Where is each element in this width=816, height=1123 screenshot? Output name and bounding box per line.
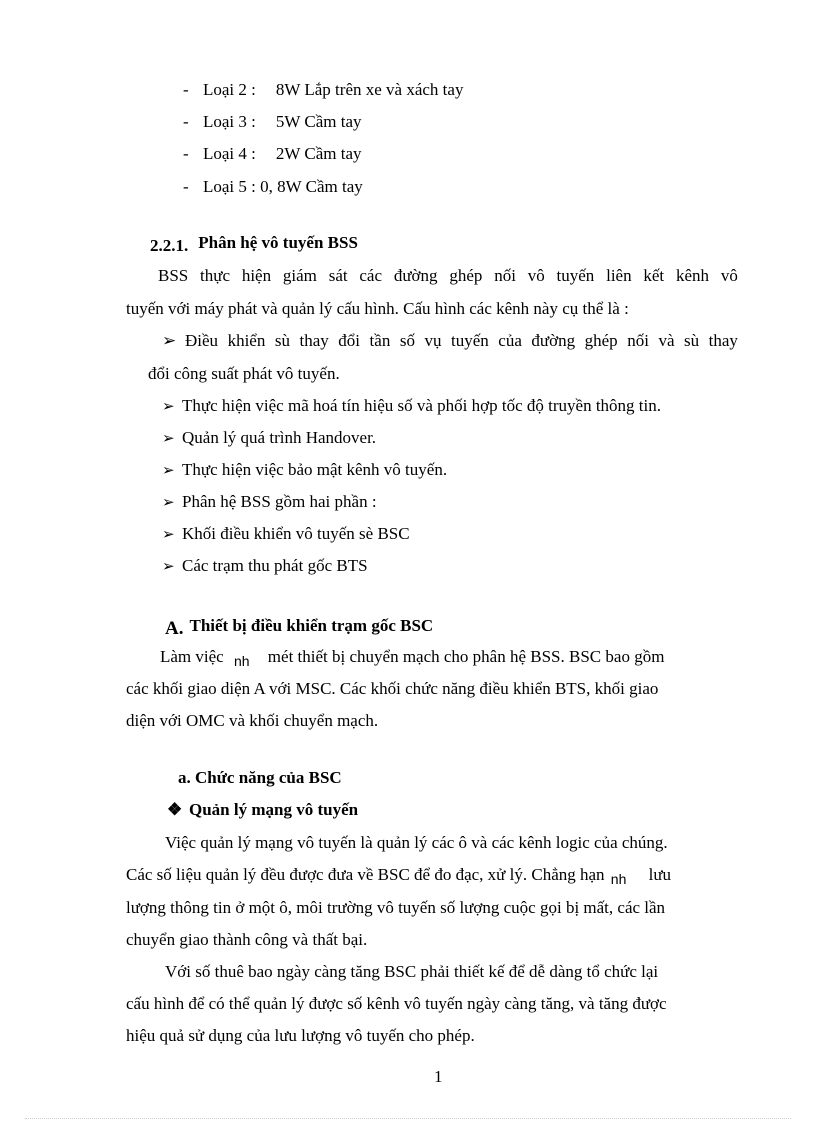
arrow-bullet-icon: ➢ <box>162 559 175 575</box>
type-label: Loại 4 : <box>203 144 256 163</box>
word: tuyến <box>451 331 489 350</box>
bullet-line-1 <box>185 331 738 351</box>
section-title: Phân hệ vô tuyến BSS <box>198 233 358 252</box>
bullet-line-2: đổi công suất phát vô tuyến. <box>148 364 340 383</box>
arrow-bullet-icon: ➢ <box>162 495 175 511</box>
section-heading-a <box>165 616 434 639</box>
footer-divider <box>25 1118 791 1119</box>
paragraph-bss-line-2: tuyến với máy phát và quản lý cấu hình. Cấu hình các kênh này cụ thể là : <box>126 299 629 318</box>
type-label: Loại 5 : 0, 8W Cầm tay <box>203 177 363 196</box>
word: sù <box>274 331 290 350</box>
list-item-type-2 <box>183 80 463 100</box>
subheading <box>167 800 358 820</box>
arrow-bullet-icon: ➢ <box>162 331 177 350</box>
text-run: lưu <box>648 865 672 884</box>
bullet-item <box>162 556 368 577</box>
word: vụ <box>424 331 442 350</box>
bullet-text: Các trạm thu phát gốc BTS <box>182 556 368 575</box>
paragraph-bsc-line-1 <box>160 647 664 667</box>
arrow-bullet-icon: ➢ <box>162 399 175 415</box>
text-run: mét thiết bị chuyển mạch cho phân hệ BSS. BSC bao gồm <box>267 647 665 666</box>
diamond-bullet-icon: ❖ <box>167 800 183 819</box>
paragraph-radio-line-3: lượng thông tin ở một ô, môi trường vô tuyến số lượng cuộc gọi bị mất, các lần <box>126 898 666 917</box>
bullet-text: Phân hệ BSS gồm hai phần : <box>182 492 377 511</box>
type-value: 2W Cầm tay <box>275 144 362 163</box>
word: vô <box>527 266 545 285</box>
word: và <box>658 331 675 350</box>
type-value: 8W Lắp trên xe và xách tay <box>275 80 464 99</box>
word: nối <box>494 266 516 285</box>
word: tần <box>369 331 391 350</box>
word: đường <box>393 266 438 285</box>
section-letter: A. <box>165 618 184 639</box>
list-item-type-3 <box>183 112 362 132</box>
type-label: Loại 2 : <box>203 80 256 99</box>
word: các <box>359 266 383 285</box>
word: số <box>399 331 415 350</box>
bullet-text: Thực hiện việc bảo mật kênh vô tuyến. <box>182 460 448 479</box>
word: sát <box>328 266 348 285</box>
bullet-item <box>162 460 447 481</box>
page-number: 1 <box>434 1067 443 1086</box>
text-run: Làm việc <box>160 647 224 666</box>
word: Điều <box>185 331 219 350</box>
dash-bullet: - <box>183 177 189 196</box>
paragraph-bss-line-1 <box>158 266 738 286</box>
word: khiển <box>227 331 266 350</box>
word: đổi <box>338 331 361 350</box>
word: của <box>498 331 522 350</box>
word: giám <box>282 266 317 285</box>
type-label: Loại 3 : <box>203 112 256 131</box>
paragraph-radio-line-4: chuyển giao thành công và thất bại. <box>126 930 368 949</box>
word: kết <box>643 266 665 285</box>
word: đường <box>531 331 576 350</box>
section-number: 2.2.1. <box>150 236 189 255</box>
word: liên <box>606 266 632 285</box>
word: vô <box>720 266 738 285</box>
bullet-item <box>162 396 661 417</box>
dash-bullet: - <box>183 112 189 131</box>
word: BSS <box>158 266 189 285</box>
arrow-bullet-icon: ➢ <box>162 527 175 543</box>
dash-bullet: - <box>183 144 189 163</box>
arrow-bullet-icon: ➢ <box>162 431 175 447</box>
bullet-item <box>162 492 377 513</box>
bullet-text: Thực hiện việc mã hoá tín hiệu số và phối hợp tốc độ truyền thông tin. <box>182 396 661 415</box>
section-title: Thiết bị điều khiển trạm gốc BSC <box>189 616 434 635</box>
text-run: Các số liệu quản lý đều được đưa về BSC để đo đạc, xử lý. Chẳng hạn <box>126 865 605 884</box>
word: kênh <box>675 266 710 285</box>
subheading-text: Quản lý mạng vô tuyến <box>189 800 359 819</box>
arrow-bullet-icon: ➢ <box>162 463 175 479</box>
paragraph-subscriber-line-2: cấu hình để có thể quản lý được số kênh vô tuyến ngày càng tăng, và tăng được <box>126 994 667 1013</box>
word: nối <box>627 331 649 350</box>
paragraph-bsc-line-2: các khối giao diện A với MSC. Các khối chức năng điều khiển BTS, khối giao <box>126 679 659 698</box>
section-heading-a-lower: a. Chức năng của BSC <box>178 768 342 787</box>
word: thực <box>200 266 231 285</box>
word: tuyến <box>556 266 595 285</box>
dash-bullet: - <box>183 80 189 99</box>
paragraph-radio-line-1: Việc quản lý mạng vô tuyến là quản lý các ô và các kênh logic của chúng. <box>165 833 668 852</box>
bullet-text: Quản lý quá trình Handover. <box>182 428 377 447</box>
paragraph-radio-line-2 <box>126 865 671 885</box>
bullet-item <box>162 524 410 545</box>
bullet-item <box>162 428 376 449</box>
type-value: 5W Cầm tay <box>275 112 362 131</box>
list-item-type-5 <box>183 177 363 197</box>
list-item-type-4 <box>183 144 362 164</box>
word: ghép <box>449 266 483 285</box>
section-heading-2-2-1 <box>150 233 358 256</box>
word: thay <box>299 331 329 350</box>
word: thay <box>708 331 738 350</box>
paragraph-bsc-line-3: diện với OMC và khối chuyển mạch. <box>126 711 379 730</box>
text-run-small: nh <box>610 871 627 887</box>
paragraph-subscriber-line-1: Với số thuê bao ngày càng tăng BSC phải thiết kế để dễ dàng tổ chức lại <box>165 962 659 981</box>
word: hiện <box>241 266 272 285</box>
word: sù <box>684 331 700 350</box>
word: ghép <box>584 331 618 350</box>
text-run-small: nh <box>233 653 250 669</box>
paragraph-subscriber-line-3: hiệu quả sử dụng của lưu lượng vô tuyến cho phép. <box>126 1026 475 1045</box>
bullet-text: Khối điều khiển vô tuyến sè BSC <box>182 524 410 543</box>
